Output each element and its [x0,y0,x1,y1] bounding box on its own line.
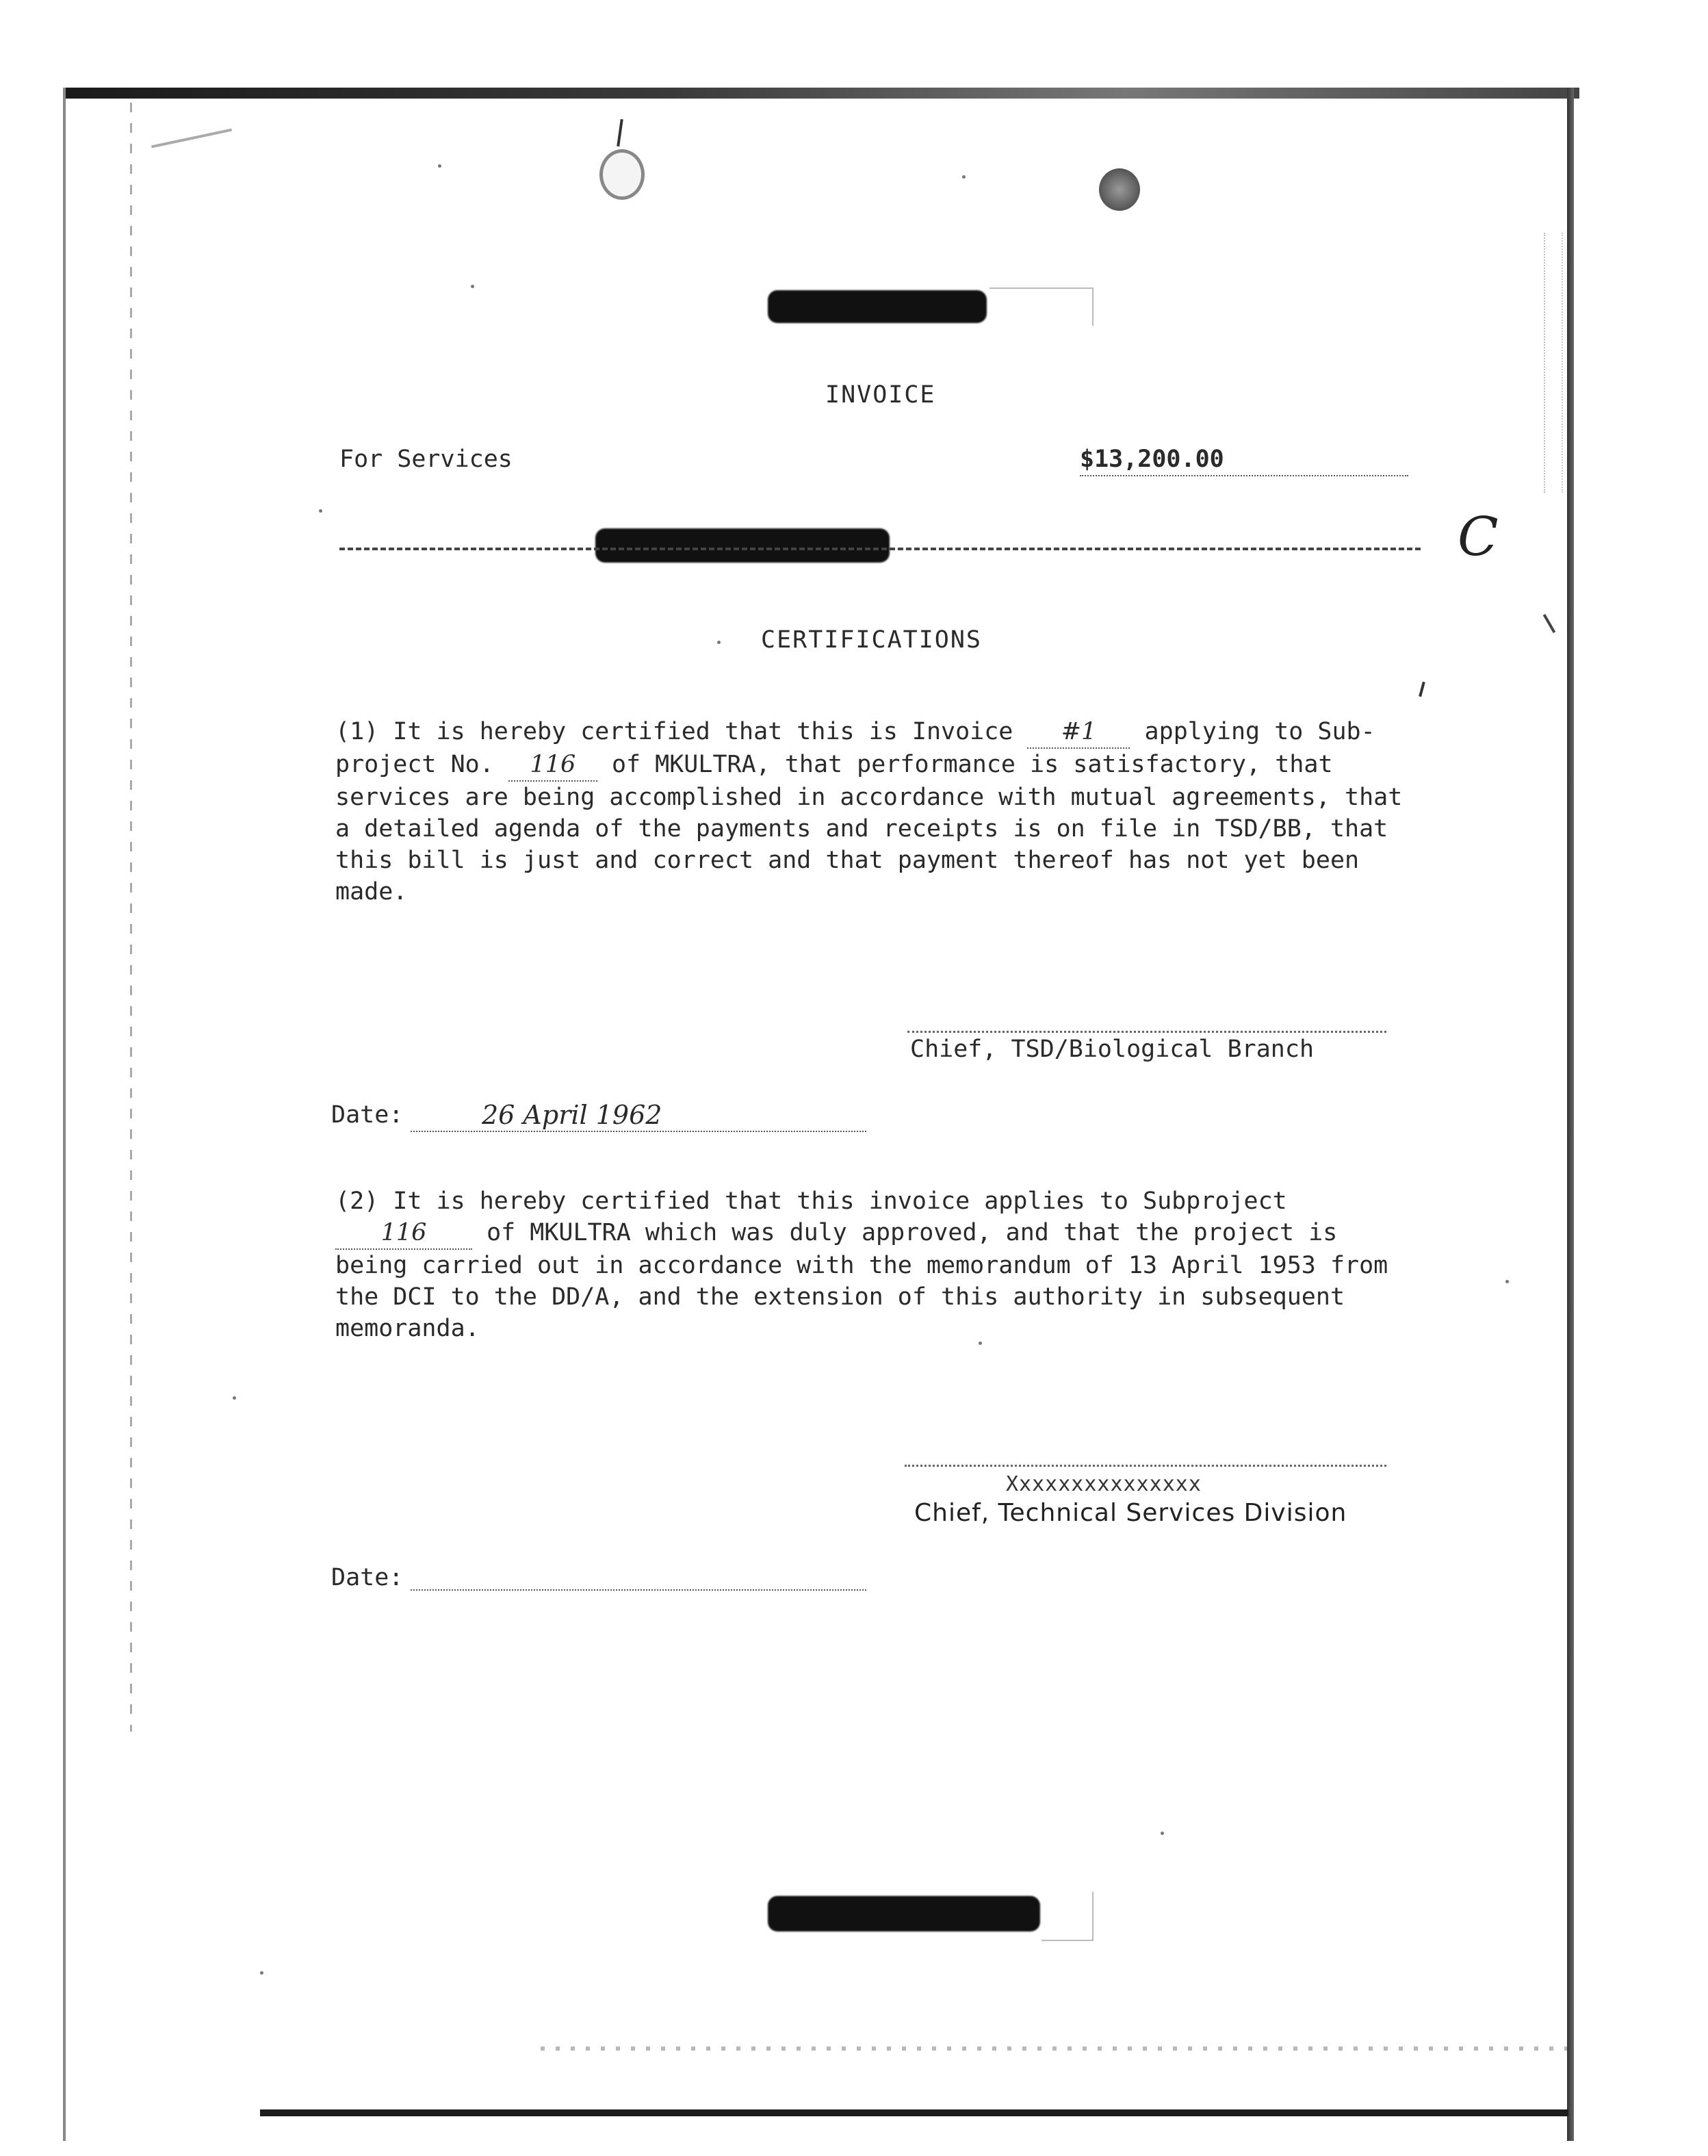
scan-speck [260,1971,263,1975]
paragraph-number: (1) [335,718,379,745]
scan-speck [1161,1832,1164,1835]
invoice-number-field: #1 [1027,716,1130,749]
pencil-tick [1419,682,1425,697]
pencil-mark [617,119,623,146]
scan-scratch [151,129,232,149]
scan-speck [717,641,721,644]
scan-noise-bottom [541,2046,1567,2051]
signature-line [907,1031,1386,1033]
date-label: Date: [331,1564,404,1591]
scan-speck [979,1342,982,1345]
paragraph-text: It is hereby certified that this is Invoice [393,718,1013,745]
scan-border-top [66,88,1579,99]
dashed-separator [339,548,1421,550]
paragraph-number: (2) [335,1188,379,1215]
paragraph-text: of MKULTRA, that performance is satisfactory, that services are being accomplished in accordance with mutual agreements, that a detailed agenda of the payments and receipts is on file in TSD/BB, that this bill is just and correct and that payment thereof has not yet been made. [335,751,1403,906]
date-blank-field [411,1589,866,1591]
paragraph-text: of MKULTRA which was duly approved, and that the project is being carried out in accordance with the memorandum of 13 April 1953 from the DCI to the DD/A, and the extension of this authority in subsequent memoranda. [335,1219,1388,1342]
scan-speck [438,164,441,168]
certification-paragraph-2 [335,1185,1403,1344]
scan-noise-right [1544,233,1563,493]
subproject-number-field: 116 [508,749,597,782]
certification-paragraph-1 [335,716,1403,908]
punch-hole-right [1099,168,1140,211]
scan-border-right [1567,88,1574,2141]
scan-border-bottom [260,2109,1568,2116]
signature-title-biological-branch: Chief, TSD/Biological Branch [910,1036,1315,1063]
subproject-number-field: 116 [335,1217,472,1250]
redaction-separator [595,528,890,563]
redaction-classification-bottom [768,1896,1040,1932]
scan-speck [319,509,322,513]
invoice-amount: $13,200.00 [1080,444,1408,476]
scan-speck [962,175,966,179]
invoice-heading: INVOICE [825,381,936,409]
redaction-bracket [989,287,1094,326]
paragraph-text: applying to Sub-project No. [335,718,1375,778]
paragraph-text: It is hereby certified that this invoice applies to Subproject [393,1188,1287,1215]
redaction-classification-top [768,290,987,323]
scan-border-left [63,88,66,2141]
handwritten-mark: C [1458,506,1499,568]
struck-out-name: Xxxxxxxxxxxxxxx [1006,1472,1202,1496]
for-services-label: For Services [339,446,513,473]
signature-title-technical-services: Chief, Technical Services Division [914,1499,1347,1527]
scan-speck [1505,1280,1509,1283]
pencil-tick [1543,614,1555,633]
scan-speck [471,285,474,288]
punch-hole-left [599,149,645,200]
certifications-heading: CERTIFICATIONS [761,626,983,654]
scan-speck [233,1396,236,1400]
date-value: 26 April 1962 [411,1099,866,1132]
date-label: Date: [331,1101,404,1129]
redaction-bracket [1041,1892,1094,1941]
scan-binding-marks [130,103,132,1732]
signature-line [905,1465,1386,1467]
